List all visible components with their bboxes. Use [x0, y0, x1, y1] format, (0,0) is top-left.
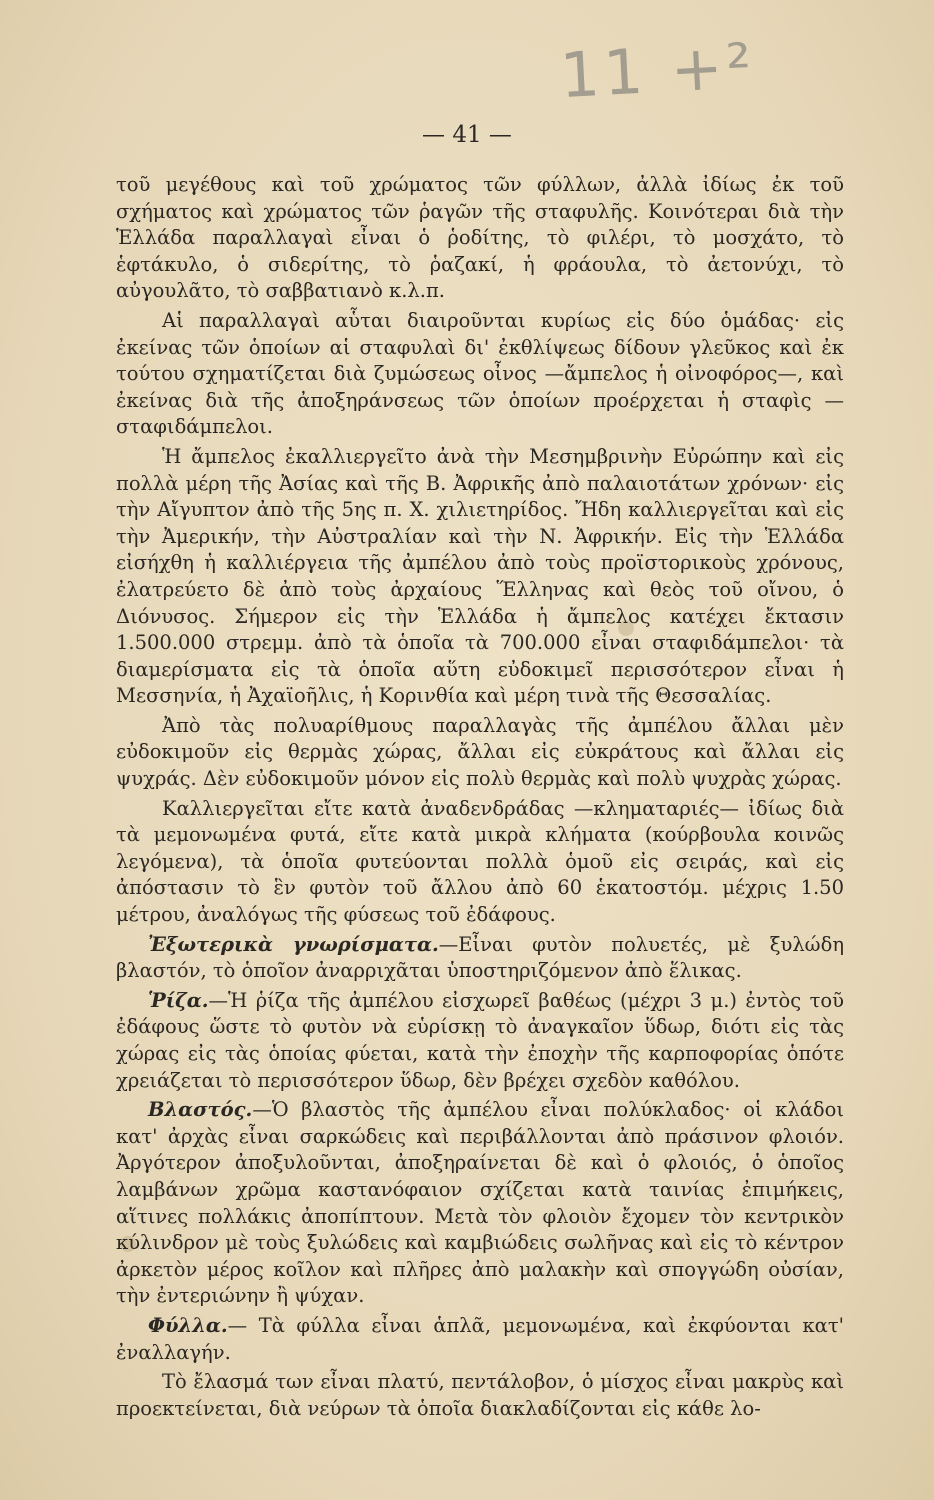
section-heading: Βλαστός. — [148, 1098, 253, 1122]
paragraph-text: Αἱ παραλλαγαὶ αὗται διαιροῦνται κυρίως εἰς δύο ὁμάδας· εἰς ἐκείνας τῶν ὁποίων αἱ σταφυλαὶ δι' ἐκθλίψεως δίδουν γλεῦκος καὶ ἐκ τούτου σχηματίζεται διὰ ζυμώσεως οἶνος —ἄμπελος ἡ οἰνοφόρος—, καὶ ἐκείνας διὰ τῆς ἀποξηράνσεως τῶν ὁποίων προέρχεται ἡ σταφὶς —σταφιδάμπελοι. — [116, 308, 844, 439]
section-heading: Ἐξωτερικὰ γνωρίσματα. — [148, 932, 439, 956]
paragraph-text: —Εἶναι φυτὸν πολυετές, μὲ ξυλώδη βλαστόν, τὸ ὁποῖον ἀναρριχᾶται ὑποστηριζόμενον ἀπὸ ἕλικας. — [116, 932, 844, 983]
paragraph-text: Τὸ ἔλασμά των εἶναι πλατύ, πεντάλοβον, ὁ μίσχος εἶναι μακρὺς καὶ προεκτείνεται, διὰ νεύρων τὰ ὁποῖα διακλαδίζονται εἰς κάθε λο- — [116, 1370, 844, 1420]
page-number: — 41 — — [422, 122, 512, 148]
paragraph-text: —Ὁ βλαστὸς τῆς ἀμπέλου εἶναι πολύκλαδος· οἱ κλάδοι κατ' ἀρχὰς εἶναι σαρκώδεις καὶ περιβάλλονται ἀπὸ πράσινον φλοιόν. Ἀργότερον ἀποξυλοῦνται, ἀποξηραίνεται δὲ καὶ ὁ φλοιός, ὁ ὁποῖος λαμβάνων χρῶμα καστανόφαιον σχίζεται κατὰ ταινίας ἐπιμήκεις, αἵτινες πολλάκις ἀποπίπτουν. Μετὰ τὸν φλοιὸν ἔχομεν τὸν κεντρικὸν κύλινδρον μὲ τοὺς ξυλώδεις καὶ καμβιώδεις σωλῆνας καὶ εἰς τὸ κέντρον ἀρκετὸν μέρος κοῖλον καὶ πλῆρες ἀπὸ μαλακὴν καὶ σπογγώδη οὐσίαν, τὴν ἐντεριώνην ἢ ψύχαν. — [116, 1098, 844, 1308]
handwritten-annotation: 11 +² — [558, 28, 758, 113]
paragraph-text: Ἡ ἄμπελος ἐκαλλιεργεῖτο ἀνὰ τὴν Μεσημβρινὴν Εὐρώπην καὶ εἰς πολλὰ μέρη τῆς Ἀσίας καὶ τῆς Β. Ἀφρικῆς ἀπὸ παλαιοτάτων χρόνων· εἰς τὴν Αἴγυπτον ἀπὸ τῆς 5ης π. Χ. χιλιετηρίδος. Ἤδη καλλιεργεῖται καὶ εἰς τὴν Ἀμερικήν, τὴν Αὐστραλίαν καὶ τὴν Ν. Ἀφρικήν. Εἰς τὴν Ἑλλάδα εἰσήχθη ἡ καλλιέργεια τῆς ἀμπέλου ἀπὸ τοὺς προϊστορικοὺς χρόνους, ἐλατρεύετο δὲ ἀπὸ τοὺς ἀρχαίους Ἕλληνας καὶ θεὸς τοῦ οἴνου, ὁ Διόνυσος. Σήμερον εἰς τὴν Ἑλλάδα ἡ ἄμπελος κατέχει ἔκτασιν 1.500.000 στρεμμ. ἀπὸ τὰ ὁποῖα τὰ 700.000 εἶναι σταφιδάμπελοι· τὰ διαμερίσματα εἰς τὰ ὁποῖα αὕτη εὐδοκιμεῖ περισσότερον εἶναι ἡ Μεσσηνία, ἡ Ἀχαϊοῆλις, ἡ Κορινθία καὶ μέρη τινὰ τῆς Θεσσαλίας. — [116, 444, 844, 708]
paragraph — [116, 444, 844, 710]
section-paragraph — [116, 1097, 844, 1310]
paragraph-text: Ἀπὸ τὰς πολυαρίθμους παραλλαγὰς τῆς ἀμπέλου ἄλλαι μὲν εὐδοκιμοῦν εἰς θερμὰς χώρας, ἄλλαι εἰς εὐκράτους καὶ ἄλλαι εἰς ψυχράς. Δὲν εὐδοκιμοῦν μόνον εἰς πολὺ θερμὰς καὶ πολὺ ψυχρὰς χώρας. — [116, 713, 844, 791]
paragraph-text: —Ἡ ῥίζα τῆς ἀμπέλου εἰσχωρεῖ βαθέως (μέχρι 3 μ.) ἐντὸς τοῦ ἐδάφους ὥστε τὸ φυτὸν νὰ εὑρίσκῃ τὸ ἀναγκαῖον ὕδωρ, διότι εἰς τὰς χώρας εἰς τὰς ὁποίας φύεται, κατὰ τὴν ἐποχὴν τῆς καρποφορίας ὁπότε χρειάζεται τὸ περισσότερον ὕδωρ, δὲν βρέχει σχεδὸν καθόλου. — [116, 988, 844, 1092]
section-heading: Ῥίζα. — [148, 988, 209, 1012]
paragraph-text: Καλλιεργεῖται εἴτε κατὰ ἀναδενδράδας —κληματαριές— ἰδίως διὰ τὰ μεμονωμένα φυτά, εἴτε κατὰ μικρὰ κλήματα (κούρβουλα κοινῶς λεγόμενα), τὰ ὁποῖα φυτεύονται πολλὰ ὁμοῦ εἰς σειράς, καὶ εἰς ἀπόστασιν τὸ ἓν φυτὸν τοῦ ἄλλου ἀπὸ 60 ἑκατοστόμ. μέχρις 1.50 μέτρου, ἀναλόγως τῆς φύσεως τοῦ ἐδάφους. — [116, 796, 844, 927]
paragraph — [116, 1369, 844, 1422]
section-paragraph — [116, 1313, 844, 1366]
paragraph — [116, 172, 844, 305]
paragraph — [116, 308, 844, 441]
section-paragraph — [116, 932, 844, 985]
section-heading: Φύλλα. — [148, 1313, 228, 1337]
paragraph — [116, 713, 844, 793]
body-text — [116, 172, 844, 1425]
paragraph-text: — Τὰ φύλλα εἶναι ἁπλᾶ, μεμονωμένα, καὶ ἐκφύονται κατ' ἐναλλαγήν. — [116, 1313, 844, 1364]
paragraph-text: τοῦ μεγέθους καὶ τοῦ χρώματος τῶν φύλλων, ἀλλὰ ἰδίως ἐκ τοῦ σχήματος καὶ χρώματος τῶν ῥαγῶν τῆς σταφυλῆς. Κοινότεραι διὰ τὴν Ἑλλάδα παραλλαγαὶ εἶναι ὁ ῥοδίτης, τὸ φιλέρι, τὸ μοσχάτο, τὸ ἑφτάκυλο, ὁ σιδερίτης, τὸ ῥαζακί, ἡ φράουλα, τὸ ἀετονύχι, τὸ αὐγουλᾶτο, τὸ σαββατιανὸ κ.λ.π. — [116, 173, 844, 303]
section-paragraph — [116, 988, 844, 1094]
paragraph — [116, 796, 844, 929]
